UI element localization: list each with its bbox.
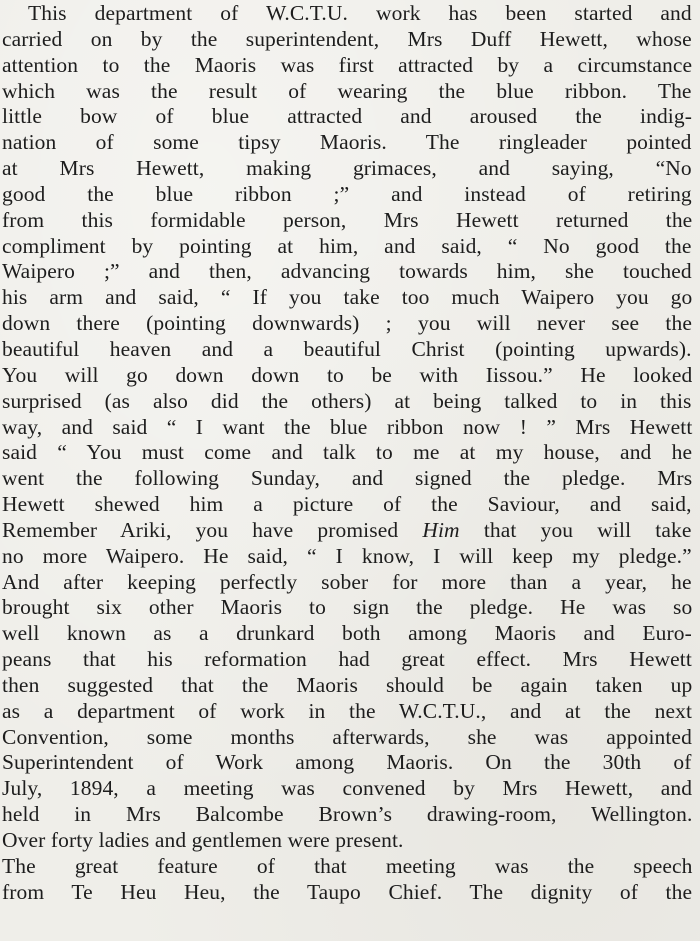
text-line: then suggested that the Maoris should be again taken up [2, 672, 693, 697]
text-line: You will go down down to be with Iissou.” He looked [2, 362, 693, 387]
text-line: way, and said “ I want the blue ribbon now ! ” Mrs Hewett [2, 414, 693, 439]
text-line: The great feature of that meeting was the speech [2, 853, 693, 878]
text-line: his arm and said, “ If you take too much Waipero you go [2, 285, 693, 310]
article-text [2, 1, 692, 906]
text-line: attention to the Maoris was first attracted by a circumstance [2, 52, 693, 77]
text-line: Convention, some months afterwards, she was appointed [2, 724, 692, 749]
text-line: from Te Heu Heu, the Taupo Chief. The dignity of the [2, 879, 693, 904]
text-line: well known as a drunkard both among Maoris and Euro- [2, 621, 692, 646]
text-line: Hewett shewed him a picture of the Saviour, and said, [2, 492, 692, 517]
italic-word: Him [422, 517, 460, 542]
text-line: And after keeping perfectly sober for more than a year, he [2, 569, 692, 594]
text-line: Remember Ariki, you have promised Him that you will take [2, 517, 692, 542]
text-line: This department of W.C.T.U. work has been started and [28, 1, 692, 25]
text-line: Superintendent of Work among Maoris. On the 30th of [2, 750, 692, 775]
text-line: good the blue ribbon ;” and instead of retiring [2, 181, 692, 206]
text-line: no more Waipero. He said, “ I know, I will keep my pledge.” [2, 543, 692, 568]
text-line: carried on by the superintendent, Mrs Duff Hewett, whose [2, 26, 692, 51]
text-line: peans that his reformation had great effect. Mrs Hewett [2, 647, 692, 672]
text-line: as a department of work in the W.C.T.U., and at the next [2, 698, 693, 723]
text-line: held in Mrs Balcombe Brown’s drawing-room, Wellington. [2, 802, 693, 827]
text-line: compliment by pointing at him, and said, “ No good the [2, 233, 692, 258]
text-line: nation of some tipsy Maoris. The ringleader pointed [2, 130, 692, 155]
text-line: at Mrs Hewett, making grimaces, and saying, “No [2, 156, 692, 181]
text-line: which was the result of wearing the blue ribbon. The [2, 78, 692, 103]
text-line: surprised (as also did the others) at being talked to in this [2, 388, 692, 413]
text-line: brought six other Maoris to sign the pledge. He was so [2, 595, 693, 620]
text-line: down there (pointing downwards) ; you will never see the [2, 311, 692, 336]
text-line: from this formidable person, Mrs Hewett returned the [2, 207, 693, 232]
text-line: went the following Sunday, and signed the pledge. Mrs [2, 466, 693, 491]
text-line: said “ You must come and talk to me at my house, and he [2, 440, 693, 465]
text-line: Over forty ladies and gentlemen were present. [2, 828, 404, 852]
text-line: little bow of blue attracted and aroused the indig- [2, 104, 692, 129]
text-line: Waipero ;” and then, advancing towards him, she touched [2, 259, 692, 284]
text-line: July, 1894, a meeting was convened by Mrs Hewett, and [2, 776, 693, 801]
text-line: beautiful heaven and a beautiful Christ (pointing upwards). [2, 336, 692, 361]
